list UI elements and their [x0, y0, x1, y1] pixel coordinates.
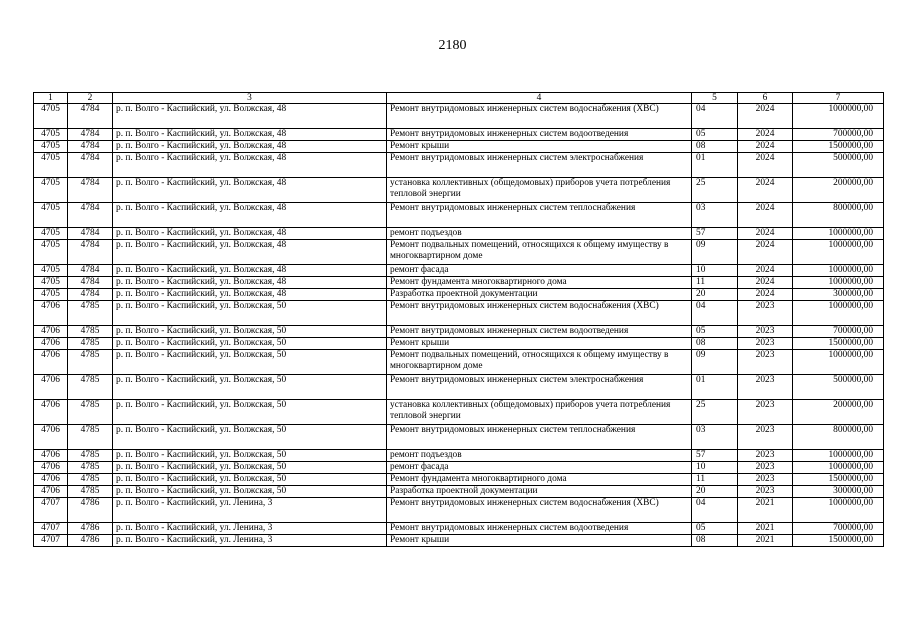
amount-cell: 1500000,00: [793, 535, 884, 547]
work-code-cell: 05: [692, 129, 738, 141]
row-number-cell: 4706: [34, 400, 68, 425]
table-row: [34, 289, 884, 301]
address-cell: р. п. Волго - Каспийский, ул. Волжская, 48: [113, 203, 387, 228]
work-type-cell: Ремонт подвальных помещений, относящихся к общему имуществу в многоквартирном доме: [387, 240, 692, 265]
year-cell: 2024: [738, 277, 793, 289]
house-id-cell: 4785: [68, 338, 113, 350]
address-cell: р. п. Волго - Каспийский, ул. Ленина, 3: [113, 498, 387, 523]
address-cell: р. п. Волго - Каспийский, ул. Волжская, 50: [113, 326, 387, 338]
row-number-cell: 4706: [34, 301, 68, 326]
row-number-cell: 4705: [34, 240, 68, 265]
house-id-cell: 4785: [68, 301, 113, 326]
row-number-cell: 4705: [34, 153, 68, 178]
row-number-cell: 4707: [34, 535, 68, 547]
year-cell: 2024: [738, 265, 793, 277]
table-row: [34, 462, 884, 474]
house-id-cell: 4784: [68, 141, 113, 153]
year-cell: 2023: [738, 462, 793, 474]
work-code-cell: 25: [692, 400, 738, 425]
year-cell: 2023: [738, 486, 793, 498]
amount-cell: 1000000,00: [793, 228, 884, 240]
house-id-cell: 4785: [68, 350, 113, 375]
work-type-cell: Ремонт внутридомовых инженерных систем водоотведения: [387, 326, 692, 338]
address-cell: р. п. Волго - Каспийский, ул. Волжская, 48: [113, 289, 387, 301]
address-cell: р. п. Волго - Каспийский, ул. Волжская, 48: [113, 153, 387, 178]
table-row: [34, 400, 884, 425]
year-cell: 2021: [738, 498, 793, 523]
row-number-cell: 4705: [34, 203, 68, 228]
amount-cell: 1000000,00: [793, 301, 884, 326]
amount-cell: 300000,00: [793, 289, 884, 301]
work-code-cell: 09: [692, 350, 738, 375]
amount-cell: 1500000,00: [793, 474, 884, 486]
row-number-cell: 4706: [34, 450, 68, 462]
row-number-cell: 4706: [34, 375, 68, 400]
address-cell: р. п. Волго - Каспийский, ул. Волжская, 48: [113, 141, 387, 153]
table-row: [34, 228, 884, 240]
house-id-cell: 4784: [68, 228, 113, 240]
work-type-cell: Ремонт внутридомовых инженерных систем теплоснабжения: [387, 425, 692, 450]
work-type-cell: Разработка проектной документации: [387, 486, 692, 498]
column-header: 3: [113, 93, 387, 104]
work-code-cell: 03: [692, 425, 738, 450]
amount-cell: 500000,00: [793, 153, 884, 178]
house-id-cell: 4784: [68, 203, 113, 228]
year-cell: 2023: [738, 338, 793, 350]
year-cell: 2024: [738, 141, 793, 153]
table-row: [34, 523, 884, 535]
amount-cell: 500000,00: [793, 375, 884, 400]
table-row: [34, 338, 884, 350]
house-id-cell: 4784: [68, 153, 113, 178]
year-cell: 2023: [738, 375, 793, 400]
row-number-cell: 4705: [34, 178, 68, 203]
house-id-cell: 4786: [68, 523, 113, 535]
house-id-cell: 4784: [68, 289, 113, 301]
table-row: [34, 301, 884, 326]
year-cell: 2024: [738, 203, 793, 228]
table-row: [34, 240, 884, 265]
amount-cell: 1000000,00: [793, 498, 884, 523]
work-code-cell: 20: [692, 289, 738, 301]
column-header: 2: [68, 93, 113, 104]
year-cell: 2023: [738, 326, 793, 338]
row-number-cell: 4705: [34, 104, 68, 129]
address-cell: р. п. Волго - Каспийский, ул. Волжская, 48: [113, 265, 387, 277]
table-row: [34, 277, 884, 289]
year-cell: 2023: [738, 350, 793, 375]
address-cell: р. п. Волго - Каспийский, ул. Волжская, 50: [113, 375, 387, 400]
amount-cell: 1000000,00: [793, 277, 884, 289]
work-type-cell: установка коллективных (общедомовых) приборов учета потребления тепловой энергии: [387, 178, 692, 203]
amount-cell: 1500000,00: [793, 141, 884, 153]
year-cell: 2023: [738, 474, 793, 486]
work-type-cell: Ремонт крыши: [387, 535, 692, 547]
row-number-cell: 4705: [34, 289, 68, 301]
row-number-cell: 4706: [34, 462, 68, 474]
address-cell: р. п. Волго - Каспийский, ул. Волжская, 50: [113, 474, 387, 486]
column-header: 7: [793, 93, 884, 104]
work-type-cell: Ремонт фундамента многоквартирного дома: [387, 277, 692, 289]
address-cell: р. п. Волго - Каспийский, ул. Волжская, 48: [113, 104, 387, 129]
amount-cell: 800000,00: [793, 425, 884, 450]
table-body: [34, 104, 884, 547]
amount-cell: 1000000,00: [793, 462, 884, 474]
work-code-cell: 57: [692, 450, 738, 462]
amount-cell: 1000000,00: [793, 450, 884, 462]
year-cell: 2024: [738, 289, 793, 301]
year-cell: 2024: [738, 240, 793, 265]
house-id-cell: 4785: [68, 425, 113, 450]
address-cell: р. п. Волго - Каспийский, ул. Ленина, 3: [113, 535, 387, 547]
year-cell: 2024: [738, 178, 793, 203]
table-row: [34, 535, 884, 547]
amount-cell: 1000000,00: [793, 265, 884, 277]
house-id-cell: 4784: [68, 129, 113, 141]
address-cell: р. п. Волго - Каспийский, ул. Волжская, 48: [113, 228, 387, 240]
work-code-cell: 03: [692, 203, 738, 228]
work-type-cell: установка коллективных (общедомовых) приборов учета потребления тепловой энергии: [387, 400, 692, 425]
house-id-cell: 4785: [68, 474, 113, 486]
amount-cell: 300000,00: [793, 486, 884, 498]
work-type-cell: ремонт фасада: [387, 265, 692, 277]
house-id-cell: 4784: [68, 277, 113, 289]
work-code-cell: 08: [692, 338, 738, 350]
row-number-cell: 4705: [34, 129, 68, 141]
table-row: [34, 326, 884, 338]
work-type-cell: Ремонт внутридомовых инженерных систем водоснабжения (ХВС): [387, 104, 692, 129]
work-type-cell: Ремонт внутридомовых инженерных систем теплоснабжения: [387, 203, 692, 228]
row-number-cell: 4705: [34, 265, 68, 277]
work-type-cell: Ремонт крыши: [387, 338, 692, 350]
work-type-cell: Ремонт внутридомовых инженерных систем водоснабжения (ХВС): [387, 498, 692, 523]
amount-cell: 700000,00: [793, 523, 884, 535]
address-cell: р. п. Волго - Каспийский, ул. Волжская, 50: [113, 301, 387, 326]
table-row: [34, 375, 884, 400]
house-id-cell: 4784: [68, 178, 113, 203]
amount-cell: 700000,00: [793, 326, 884, 338]
table-row: [34, 350, 884, 375]
table-row: [34, 153, 884, 178]
amount-cell: 1000000,00: [793, 240, 884, 265]
house-id-cell: 4784: [68, 240, 113, 265]
work-code-cell: 25: [692, 178, 738, 203]
work-code-cell: 08: [692, 535, 738, 547]
year-cell: 2023: [738, 400, 793, 425]
row-number-cell: 4707: [34, 523, 68, 535]
table-row: [34, 129, 884, 141]
page-number: 2180: [438, 38, 467, 53]
year-cell: 2023: [738, 425, 793, 450]
work-code-cell: 08: [692, 141, 738, 153]
address-cell: р. п. Волго - Каспийский, ул. Волжская, 50: [113, 338, 387, 350]
address-cell: р. п. Волго - Каспийский, ул. Волжская, 48: [113, 129, 387, 141]
amount-cell: 1500000,00: [793, 338, 884, 350]
work-code-cell: 11: [692, 277, 738, 289]
work-type-cell: ремонт фасада: [387, 462, 692, 474]
column-header: 5: [692, 93, 738, 104]
table-row: [34, 486, 884, 498]
column-header: 1: [34, 93, 68, 104]
year-cell: 2021: [738, 535, 793, 547]
amount-cell: 1000000,00: [793, 104, 884, 129]
work-code-cell: 09: [692, 240, 738, 265]
work-code-cell: 04: [692, 301, 738, 326]
work-type-cell: Ремонт внутридомовых инженерных систем водоотведения: [387, 523, 692, 535]
table-row: [34, 474, 884, 486]
work-type-cell: Разработка проектной документации: [387, 289, 692, 301]
row-number-cell: 4706: [34, 350, 68, 375]
table-row: [34, 450, 884, 462]
amount-cell: 800000,00: [793, 203, 884, 228]
work-type-cell: Ремонт внутридомовых инженерных систем электроснабжения: [387, 153, 692, 178]
row-number-cell: 4706: [34, 326, 68, 338]
amount-cell: 200000,00: [793, 400, 884, 425]
amount-cell: 1000000,00: [793, 350, 884, 375]
row-number-cell: 4705: [34, 277, 68, 289]
work-type-cell: Ремонт подвальных помещений, относящихся к общему имуществу в многоквартирном доме: [387, 350, 692, 375]
year-cell: 2021: [738, 523, 793, 535]
house-id-cell: 4784: [68, 265, 113, 277]
address-cell: р. п. Волго - Каспийский, ул. Волжская, 50: [113, 425, 387, 450]
address-cell: р. п. Волго - Каспийский, ул. Волжская, 50: [113, 450, 387, 462]
work-code-cell: 01: [692, 375, 738, 400]
table-row: [34, 141, 884, 153]
column-header: 6: [738, 93, 793, 104]
table-row: [34, 203, 884, 228]
work-type-cell: Ремонт внутридомовых инженерных систем водоотведения: [387, 129, 692, 141]
table-row: [34, 498, 884, 523]
house-id-cell: 4785: [68, 326, 113, 338]
table-row: [34, 178, 884, 203]
house-id-cell: 4785: [68, 375, 113, 400]
row-number-cell: 4705: [34, 141, 68, 153]
address-cell: р. п. Волго - Каспийский, ул. Волжская, 50: [113, 350, 387, 375]
table-row: [34, 425, 884, 450]
house-id-cell: 4784: [68, 104, 113, 129]
row-number-cell: 4706: [34, 486, 68, 498]
work-type-cell: Ремонт внутридомовых инженерных систем электроснабжения: [387, 375, 692, 400]
work-type-cell: Ремонт фундамента многоквартирного дома: [387, 474, 692, 486]
address-cell: р. п. Волго - Каспийский, ул. Волжская, 48: [113, 178, 387, 203]
work-code-cell: 11: [692, 474, 738, 486]
year-cell: 2023: [738, 450, 793, 462]
house-id-cell: 4785: [68, 462, 113, 474]
house-id-cell: 4785: [68, 400, 113, 425]
year-cell: 2023: [738, 301, 793, 326]
address-cell: р. п. Волго - Каспийский, ул. Ленина, 3: [113, 523, 387, 535]
work-code-cell: 10: [692, 265, 738, 277]
amount-cell: 700000,00: [793, 129, 884, 141]
row-number-cell: 4705: [34, 228, 68, 240]
row-number-cell: 4706: [34, 474, 68, 486]
work-type-cell: ремонт подъездов: [387, 450, 692, 462]
work-code-cell: 01: [692, 153, 738, 178]
house-id-cell: 4785: [68, 450, 113, 462]
table-row: [34, 265, 884, 277]
work-code-cell: 10: [692, 462, 738, 474]
row-number-cell: 4707: [34, 498, 68, 523]
year-cell: 2024: [738, 228, 793, 240]
table-row: [34, 104, 884, 129]
row-number-cell: 4706: [34, 425, 68, 450]
repair-schedule-table: [33, 92, 884, 547]
year-cell: 2024: [738, 129, 793, 141]
work-code-cell: 57: [692, 228, 738, 240]
header-row: [34, 93, 884, 104]
work-type-cell: Ремонт внутридомовых инженерных систем водоснабжения (ХВС): [387, 301, 692, 326]
work-code-cell: 04: [692, 104, 738, 129]
address-cell: р. п. Волго - Каспийский, ул. Волжская, 48: [113, 277, 387, 289]
work-type-cell: ремонт подъездов: [387, 228, 692, 240]
column-header: 4: [387, 93, 692, 104]
address-cell: р. п. Волго - Каспийский, ул. Волжская, 50: [113, 462, 387, 474]
house-id-cell: 4785: [68, 486, 113, 498]
year-cell: 2024: [738, 104, 793, 129]
work-type-cell: Ремонт крыши: [387, 141, 692, 153]
row-number-cell: 4706: [34, 338, 68, 350]
work-code-cell: 20: [692, 486, 738, 498]
address-cell: р. п. Волго - Каспийский, ул. Волжская, 50: [113, 486, 387, 498]
house-id-cell: 4786: [68, 498, 113, 523]
address-cell: р. п. Волго - Каспийский, ул. Волжская, 50: [113, 400, 387, 425]
year-cell: 2024: [738, 153, 793, 178]
work-code-cell: 05: [692, 326, 738, 338]
address-cell: р. п. Волго - Каспийский, ул. Волжская, 48: [113, 240, 387, 265]
work-code-cell: 04: [692, 498, 738, 523]
work-code-cell: 05: [692, 523, 738, 535]
house-id-cell: 4786: [68, 535, 113, 547]
amount-cell: 200000,00: [793, 178, 884, 203]
